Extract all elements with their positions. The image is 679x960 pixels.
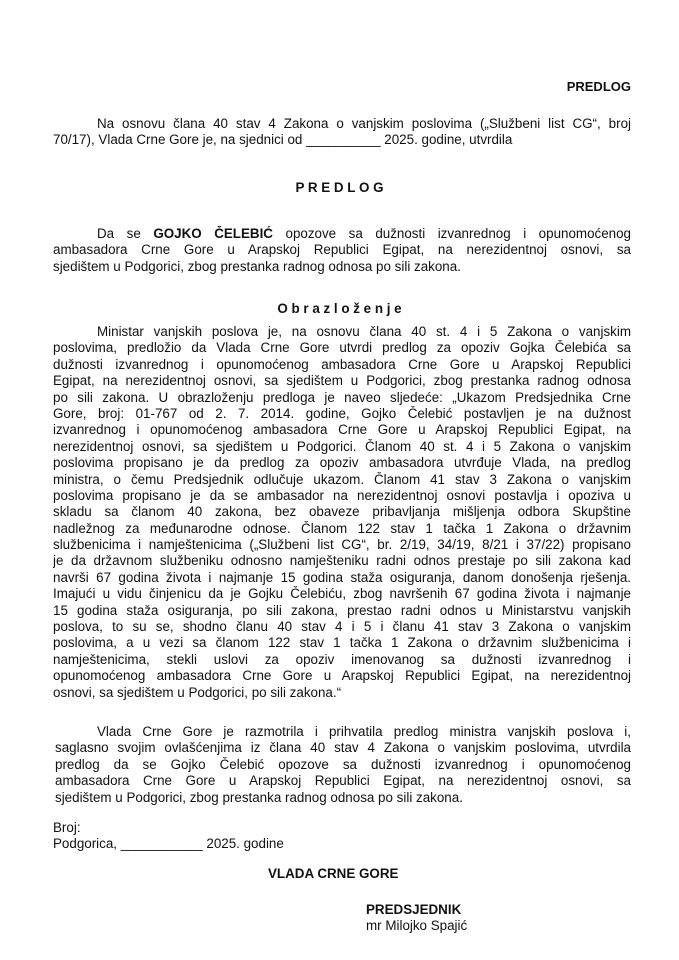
text-line: navrši 67 godina života i najmanje 15 godina staža osiguranja, danom donošenja rješenja. xyxy=(53,569,631,585)
text-line: namještenicima, stekli uslovi za opoziv imenovanog sa dužnosti izvanrednog i xyxy=(53,651,631,667)
text-line: ambasadora Crne Gore u Arapskoj Republici Egipat, na nerezidentnoj osnovi, sa xyxy=(55,773,631,789)
text-line: 15 godina staža osiguranja, po sili zakona, prestao radni odnos u Ministarstvu vanjskih xyxy=(53,602,631,618)
text-line: saglasno svojim ovlašćenjima iz člana 40 stav 4 Zakona o vanjskim poslovima, utvrdila xyxy=(55,740,631,756)
reasoning-paragraph-2 xyxy=(53,724,631,806)
text-line: poslovima propisano je da se ambasador na nerezidentnoj osnovi postavlja i opoziva u xyxy=(53,487,631,503)
text-line: osnovi, sa sjedištem u Podgorici, po sili zakona.“ xyxy=(53,684,342,700)
president-name: mr Milojko Spajić xyxy=(366,918,468,933)
president-title: PREDSJEDNIK xyxy=(366,902,462,917)
decision-prefix: Da se xyxy=(97,226,154,241)
text-line: Egipat, na nerezidentnoj osnovi, sa sjedištem u Podgorici, zbog prestanka radnog odnosa xyxy=(53,373,631,389)
text-line: izvanrednog i opunomoćenog ambasadora Crne Gore u Arapskoj Republici Egipat, na xyxy=(53,422,631,438)
text-line: skladu sa članom 40 zakona, bez obaveze pribavljanja mišljenja odbora Skupštine xyxy=(53,504,631,520)
text-line: poslovima, predložio da Vlada Crne Gore utvrdi predlog za opoziv Gojka Čelebića sa xyxy=(53,340,631,356)
signature-block xyxy=(53,820,631,853)
document-number-label: Broj: xyxy=(53,820,81,835)
text-line: opunomoćenog ambasadora Crne Gore u Arapskoj Republici Egipat, na nerezidentnoj xyxy=(53,668,631,684)
text-line: službenicima i namještenicima („Službeni list CG“, br. 2/19, 34/19, 8/21 i 37/22) propisano xyxy=(53,537,631,553)
text-line: nadležnog za međunarodne odnose. Članom 122 stav 1 tačka 1 Zakona o državnim xyxy=(53,520,631,536)
text-line: nerezidentnoj osnovi, sa sjedištem u Podgorici. Članom 40 st. 4 i 5 Zakona o vanjskim xyxy=(53,438,631,454)
text-line: ministra, o čemu Predsjednik odlučuje ukazom. Članom 41 stav 3 Zakona o vanjskim xyxy=(53,471,631,487)
text-line xyxy=(53,226,631,242)
decision-paragraph xyxy=(53,226,631,275)
text-line: Ministar vanjskih poslova je, na osnovu člana 40 st. 4 i 5 Zakona o vanjskim xyxy=(97,324,631,339)
text-line: Imajući u vidu činjenicu da je Gojku Čelebiću, zbog navršenih 67 godina života i najmanje xyxy=(53,586,631,602)
reasoning-paragraph-1 xyxy=(53,324,631,701)
text-line: Gore, broj: 01-767 od 2. 7. 2014. godine, Gojko Čelebić postavljen je na dužnost xyxy=(53,405,631,421)
document-title: P R E D L O G xyxy=(295,180,384,195)
text-line: poslovima, a u vezi sa članom 122 stav 1 tačka 1 Zakona o državnim službenicima i xyxy=(53,635,631,651)
text-line: Vlada Crne Gore je razmotrila i prihvatila predlog ministra vanjskih poslova i, xyxy=(97,724,631,739)
text-line: predlog da se Gojko Čelebić opozove sa dužnosti izvanrednog i opunomoćenog xyxy=(55,756,631,772)
text-line: dužnosti izvanrednog i opunomoćenog ambasadora Crne Gore u Arapskoj Republici xyxy=(53,356,631,372)
place-date: Podgorica, ___________ 2025. godine xyxy=(53,836,284,852)
text-line: Na osnovu člana 40 stav 4 Zakona o vanjskim poslovima („Službeni list CG“, broj xyxy=(97,116,631,131)
text-line: ambasadora Crne Gore u Arapskoj Republici Egipat, na nerezidentnoj osnovi, sa xyxy=(53,242,631,258)
text-line: po sili zakona. U obrazloženju predloga je naveo sljedeće: „Ukazom Predsjednika Crne xyxy=(53,389,631,405)
intro-paragraph xyxy=(53,116,631,149)
document-label: PREDLOG xyxy=(566,79,631,94)
text-line: sjedištem u Podgorici, zbog prestanka radnog odnosa po sili zakona. xyxy=(55,789,463,805)
government-name: VLADA CRNE GORE xyxy=(268,866,399,881)
text-line: poslovima propisano je da predlog za opoziv ambasadora utvrđuje Vlada, na predlog xyxy=(53,455,631,471)
text-line: poslova, to su se, shodno članu 40 stav 4 i 5 i članu 41 stav 3 Zakona o vanjskim xyxy=(53,619,631,635)
text-line: je da državnom službeniku odnosno namješteniku radni odnos prestaje po sili zakona kad xyxy=(53,553,631,569)
text-line: sjedištem u Podgorici, zbog prestanka radnog odnosa po sili zakona. xyxy=(53,258,461,274)
decision-text: opozove sa dužnosti izvanrednog i opunomoćenog xyxy=(272,226,631,241)
ambassador-name: GOJKO ČELEBIĆ xyxy=(153,226,273,241)
text-line: 70/17), Vlada Crne Gore je, na sjednici od __________ 2025. godine, utvrdila xyxy=(53,132,513,148)
reasoning-title: O b r a z l o ž e n j e xyxy=(277,301,402,316)
